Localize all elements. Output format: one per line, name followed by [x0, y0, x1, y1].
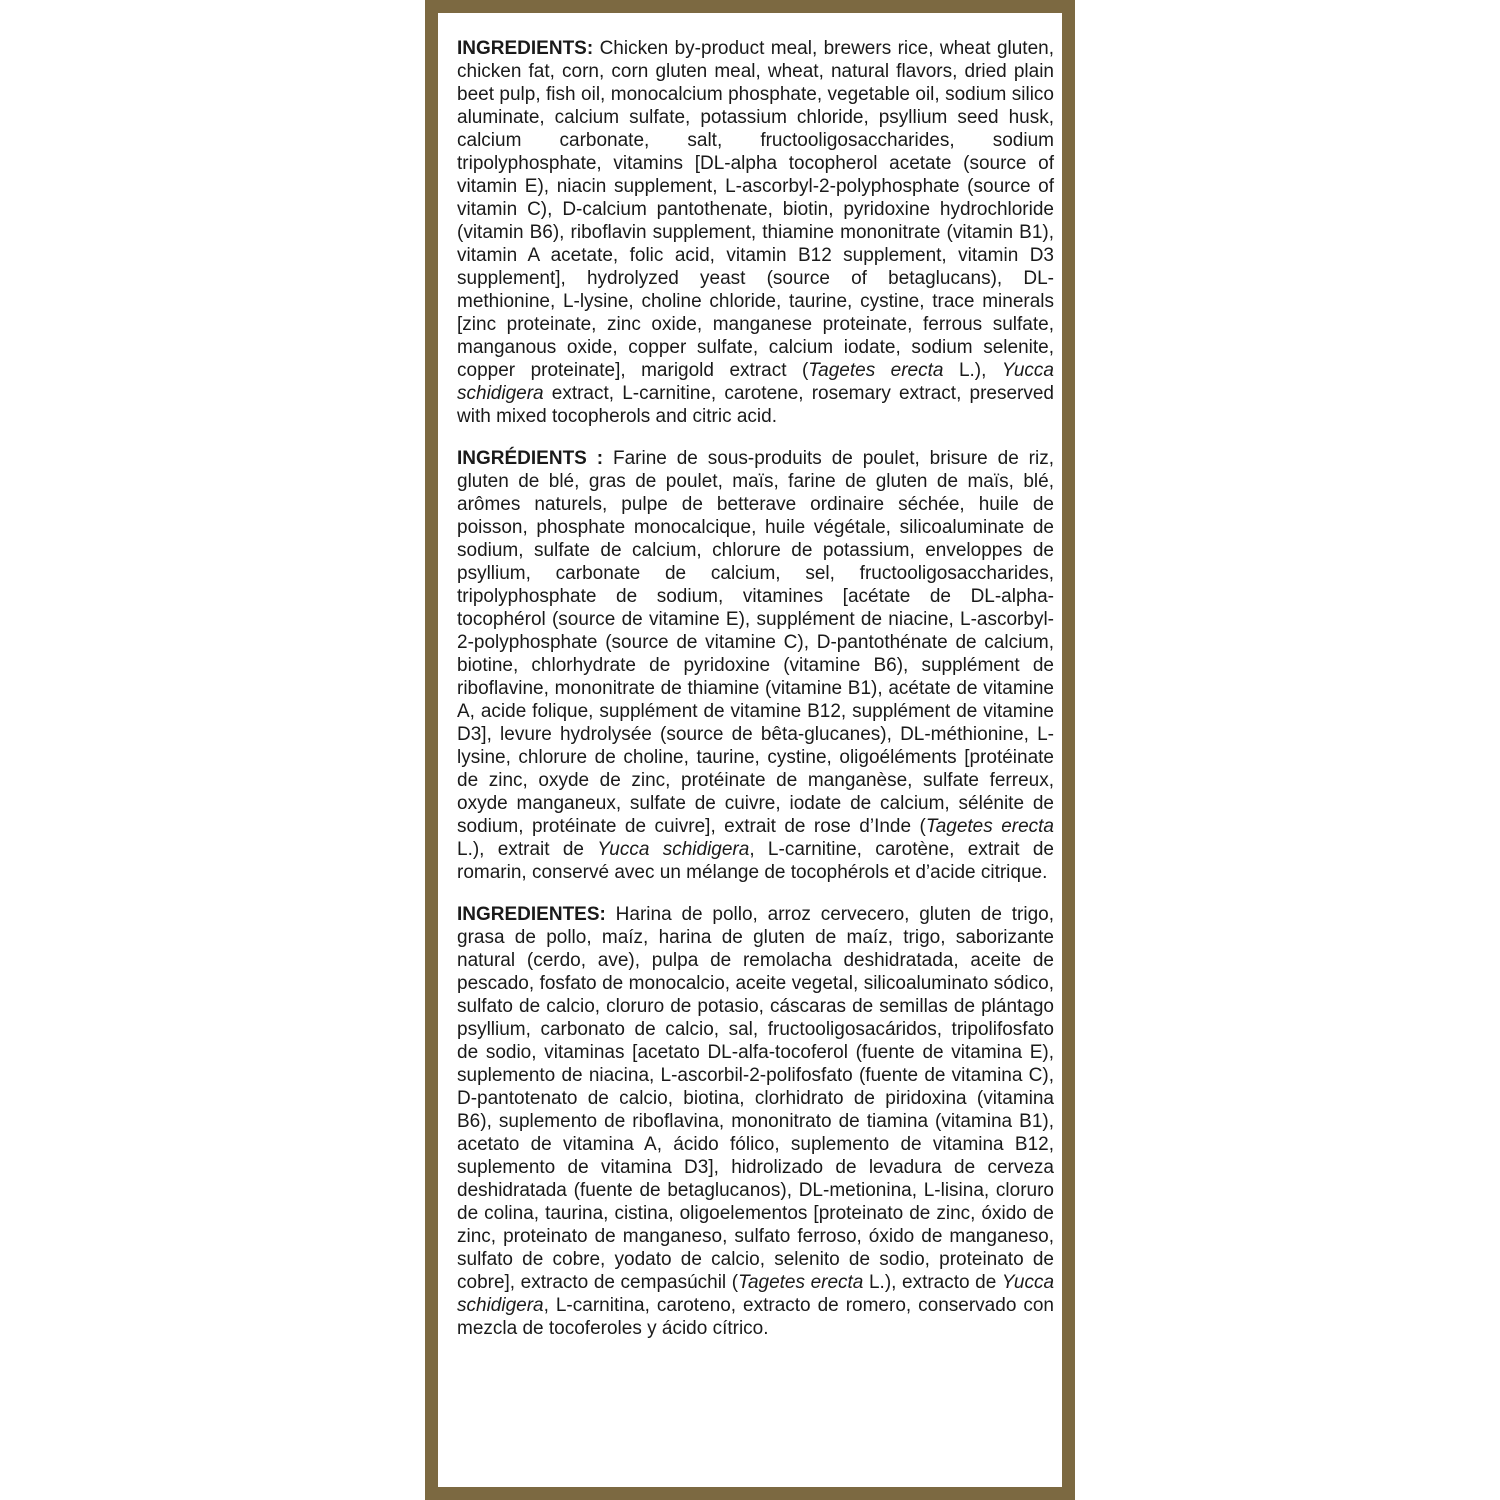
- text-segment-normal: extract, L-carnitine, carotene, rosemary extract, preserved with mixed tocopherols and citric acid.: [457, 383, 1054, 427]
- text-segment-normal: L.),: [943, 360, 1002, 381]
- text-segment-italic: Yucca schidigera: [457, 360, 1054, 404]
- ingredients-paragraph-french: [457, 447, 1054, 884]
- text-segment-italic: Yucca schidigera: [457, 1272, 1055, 1316]
- text-segment-bold: INGREDIENTS:: [457, 38, 594, 59]
- text-segment-normal: Farine de sous-produits de poulet, brisure de riz, gluten de blé, gras de poulet, maïs, farine de gluten de maïs, blé, arômes naturels, pulpe de betterave ordinaire séchée, huile de poisson, phosphate monocalcique, huile végétale, silicoaluminate de sodium, sulfate de calcium, chlorure de potassium, enveloppes de psyllium, carbonate de calcium, sel, fructooligosaccharides, tripolyphosphate de sodium, vitamines [acétate de DL-alpha-tocophérol (source de vitamine E), supplément de niacine, L-ascorbyl-2-polyphosphate (source de vitamine C), D-pantothénate de calcium, biotine, chlorhydrate de pyridoxine (vitamine B6), supplément de riboflavine, mononitrate de thiamine (vitamine B1), acétate de vitamine A, acide folique, supplément de vitamine B12, supplément de vitamine D3], levure hydrolysée (source de bêta-glucanes), DL-méthionine, L-lysine, chlorure de choline, taurine, cystine, oligoéléments [protéinate de zinc, oxyde de zinc, protéinate de manganèse, sulfate ferreux, oxyde manganeux, sulfate de cuivre, iodate de calcium, sélénite de sodium, protéinate de cuivre], extrait de rose d’Inde (: [457, 448, 1055, 837]
- text-segment-italic: Yucca schidigera: [597, 839, 750, 860]
- text-segment-italic: Tagetes erecta: [925, 816, 1054, 837]
- text-segment-normal: , L-carnitina, caroteno, extracto de romero, conservado con mezcla de tocoferoles y ácido cítrico.: [457, 1295, 1054, 1339]
- text-segment-bold: INGREDIENTES:: [457, 904, 606, 925]
- ingredients-label-frame: [425, 0, 1075, 1500]
- ingredients-paragraph-spanish: [457, 903, 1054, 1340]
- text-segment-normal: L.), extrait de: [457, 839, 598, 860]
- text-segment-italic: Tagetes erecta: [738, 1272, 864, 1293]
- text-segment-normal: , L-carnitine, carotène, extrait de romarin, conservé avec un mélange de tocophérols et d’acide citrique.: [457, 839, 1054, 883]
- text-segment-normal: Chicken by-product meal, brewers rice, wheat gluten, chicken fat, corn, corn gluten meal, wheat, natural flavors, dried plain beet pulp, fish oil, monocalcium phosphate, vegetable oil, sodium silico aluminate, calcium sulfate, potassium chloride, psyllium seed husk, calcium carbonate, salt, fructooligosaccharides, sodium tripolyphosphate, vitamins [DL-alpha tocopherol acetate (source of vitamin E), niacin supplement, L-ascorbyl-2-polyphosphate (source of vitamin C), D-calcium pantothenate, biotin, pyridoxine hydrochloride (vitamin B6), riboflavin supplement, thiamine mononitrate (vitamin B1), vitamin A acetate, folic acid, vitamin B12 supplement, vitamin D3 supplement], hydrolyzed yeast (source of betaglucans), DL-methionine, L-lysine, choline chloride, taurine, cystine, trace minerals [zinc proteinate, zinc oxide, manganese proteinate, ferrous sulfate, manganous oxide, copper sulfate, calcium iodate, sodium selenite, copper proteinate], marigold extract (: [457, 38, 1054, 381]
- text-segment-normal: L.), extracto de: [863, 1272, 1002, 1293]
- text-segment-normal: Harina de pollo, arroz cervecero, gluten de trigo, grasa de pollo, maíz, harina de gluten de maíz, trigo, saborizante natural (cerdo, ave), pulpa de remolacha deshidratada, aceite de pescado, fosfato de monocalcio, aceite vegetal, silicoaluminato sódico, sulfato de calcio, cloruro de potasio, cáscaras de semillas de plántago psyllium, carbonato de calcio, sal, fructooligosacáridos, tripolifosfato de sodio, vitaminas [acetato DL-alfa-tocoferol (fuente de vitamina E), suplemento de niacina, L-ascorbil-2-polifosfato (fuente de vitamina C), D-pantotenato de calcio, biotina, clorhidrato de piridoxina (vitamina B6), suplemento de riboflavina, mononitrato de tiamina (vitamina B1), acetato de vitamina A, ácido fólico, suplemento de vitamina B12, suplemento de vitamina D3], hidrolizado de levadura de cerveza deshidratada (fuente de betaglucanos), DL-metionina, L-lisina, cloruro de colina, taurina, cistina, oligoelementos [proteinato de zinc, óxido de zinc, proteinato de manganeso, sulfato ferroso, óxido de manganeso, sulfato de cobre, yodato de calcio, selenito de sodio, proteinato de cobre], extracto de cempasúchil (: [457, 904, 1054, 1293]
- ingredients-text-block: [438, 13, 1062, 1487]
- ingredients-paragraph-english: [457, 37, 1054, 428]
- text-segment-bold: INGRÉDIENTS :: [457, 448, 604, 469]
- text-segment-italic: Tagetes erecta: [808, 360, 944, 381]
